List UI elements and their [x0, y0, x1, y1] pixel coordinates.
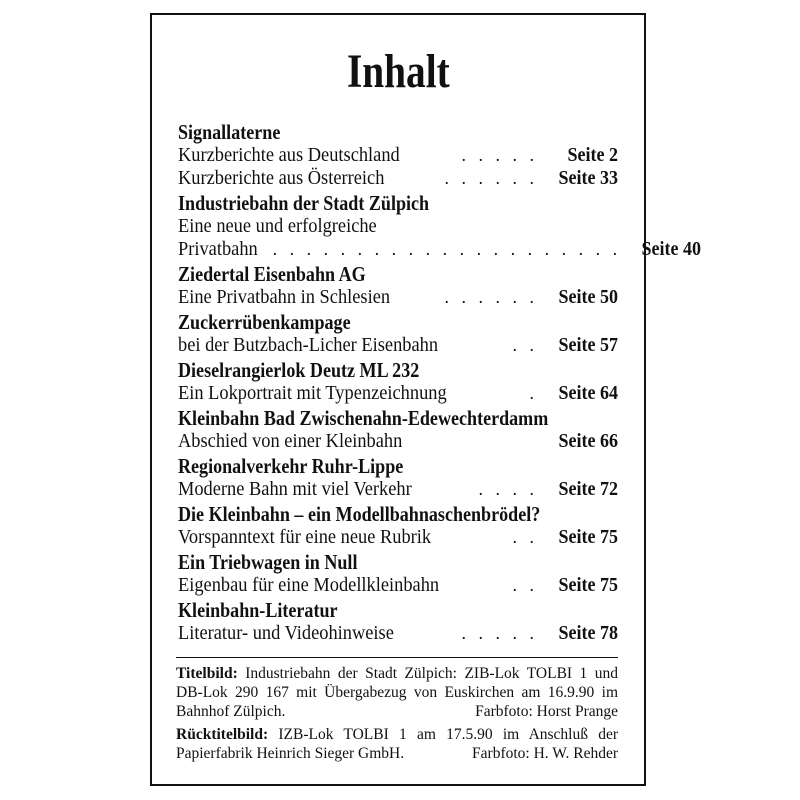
toc-entry [178, 551, 618, 597]
toc-entry [178, 191, 702, 261]
toc-entry [178, 503, 618, 549]
toc-leader-dots: . [529, 383, 538, 403]
toc-leader-dots: . . [512, 575, 538, 595]
toc-page-number: Seite 75 [558, 574, 618, 596]
toc-leader-dots: . . . . . . [444, 287, 538, 307]
toc-page-number: Seite 72 [558, 478, 618, 500]
toc-page-number: Seite 2 [567, 144, 618, 166]
toc-entry [178, 121, 618, 190]
toc-heading: Signallaterne [178, 120, 281, 144]
table-of-contents [178, 120, 702, 645]
toc-description: Moderne Bahn mit viel Verkehr [178, 478, 412, 500]
toc-description: Kurzberichte aus Deutschland [178, 144, 400, 166]
toc-description: Abschied von einer Kleinbahn [178, 430, 403, 452]
toc-heading: Ziedertal Eisenbahn AG [178, 262, 366, 286]
toc-entry [178, 359, 618, 405]
toc-description: Eine Privatbahn in Schlesien [178, 286, 391, 308]
toc-page-number: Seite 75 [558, 526, 618, 548]
toc-line [178, 382, 618, 405]
front-cover-text: Industriebahn der Stadt Zülpich: ZIB-Lok TOLBI 1 und DB-Lok 290 167 mit Übergabezug von Euskirchen am 16.9.90 im Bahnhof Zülpich. [176, 665, 618, 720]
back-cover-credit [176, 725, 618, 763]
front-cover-credit [176, 664, 618, 721]
toc-description: bei der Butzbach-Licher Eisenbahn [178, 334, 439, 356]
toc-heading: Regionalverkehr Ruhr-Lippe [178, 454, 404, 478]
back-cover-photographer: Farbfoto: H. W. Rehder [472, 745, 618, 762]
toc-entry [178, 263, 618, 309]
toc-entry [178, 407, 618, 453]
photo-credits [176, 664, 618, 763]
toc-description: Kurzberichte aus Österreich [178, 167, 385, 189]
toc-leader-dots: . . [512, 527, 538, 547]
toc-page-number: Seite 40 [641, 238, 702, 260]
toc-entry [178, 599, 618, 645]
toc-line [178, 430, 618, 453]
toc-description: Eigenbau für eine Modellkleinbahn [178, 574, 440, 596]
toc-line [178, 238, 702, 261]
toc-heading: Ein Triebwagen in Null [178, 550, 358, 574]
toc-entry [178, 455, 618, 501]
toc-line [178, 215, 618, 238]
toc-line [178, 478, 618, 501]
toc-description: Vorspanntext für eine neue Rubrik [178, 526, 432, 548]
page-title: Inhalt [346, 45, 450, 98]
back-cover-text: IZB-Lok TOLBI 1 am 17.5.90 im Anschluß der Papierfabrik Heinrich Sieger GmbH. [176, 726, 618, 762]
toc-description: Privatbahn [178, 238, 258, 260]
toc-leader-dots: . . . . [478, 479, 538, 499]
toc-page-number: Seite 78 [558, 622, 618, 644]
toc-heading: Kleinbahn Bad Zwischenahn-Edewechterdamm [178, 406, 549, 430]
toc-heading: Zuckerrübenkampage [178, 310, 351, 334]
toc-description: Ein Lokportrait mit Typenzeichnung [178, 382, 447, 404]
toc-line [178, 574, 618, 597]
toc-page-number: Seite 50 [558, 286, 618, 308]
toc-leader-dots: . . . . . [461, 623, 538, 643]
toc-line [178, 334, 618, 357]
toc-heading: Die Kleinbahn – ein Modellbahnaschenbrödel? [178, 502, 541, 526]
toc-heading: Kleinbahn-Literatur [178, 598, 338, 622]
toc-heading: Dieselrangierlok Deutz ML 232 [178, 358, 420, 382]
toc-leader-dots: . . . . . . [444, 168, 538, 188]
toc-leader-dots: . . . . . [461, 145, 538, 165]
toc-line [178, 622, 618, 645]
toc-heading: Industriebahn der Stadt Zülpich [178, 191, 430, 215]
toc-page-number: Seite 66 [558, 430, 618, 452]
front-cover-photographer: Farbfoto: Horst Prange [475, 703, 618, 720]
toc-page-number: Seite 57 [558, 334, 618, 356]
toc-line [178, 526, 618, 549]
back-cover-label: Rücktitelbild: [176, 726, 269, 743]
toc-line [178, 144, 618, 167]
toc-entry [178, 311, 618, 357]
front-cover-label: Titelbild: [176, 665, 238, 682]
toc-line [178, 167, 618, 190]
toc-leader-dots: . . [512, 335, 538, 355]
toc-page-number: Seite 64 [558, 382, 618, 404]
toc-description: Literatur- und Videohinweise [178, 622, 394, 644]
toc-description: Eine neue und erfolgreiche [178, 215, 377, 237]
toc-page-number: Seite 33 [558, 167, 618, 189]
toc-leader-dots: . . . . . . . . . . . . . . . . . . . . . [272, 239, 622, 259]
separator-rule [176, 657, 618, 658]
toc-line [178, 286, 618, 309]
